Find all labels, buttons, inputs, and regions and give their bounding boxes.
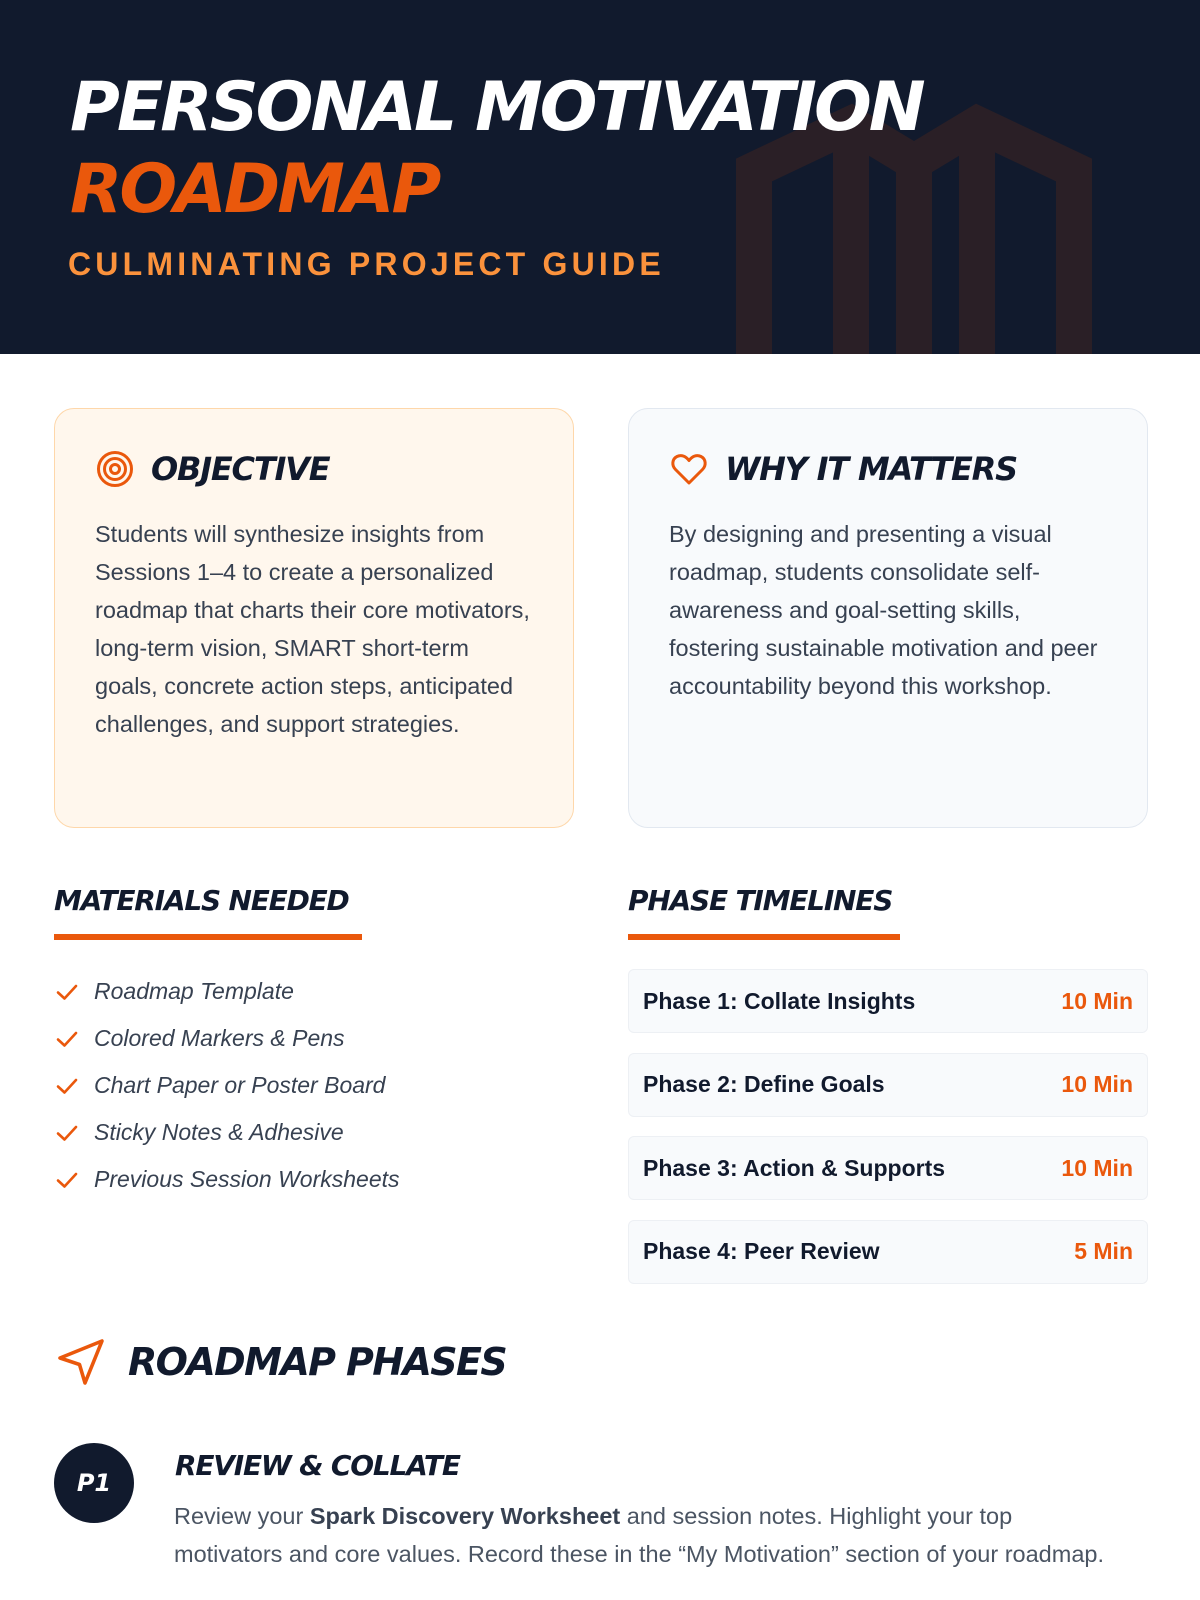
timeline-duration: 5 Min	[1074, 1238, 1133, 1264]
roadmap-phases-title: ROADMAP PHASES	[128, 1340, 507, 1384]
objective-text: Students will synthesize insights from Sessions 1–4 to create a personalized roadmap that charts their core motivators, long-term vision, SMART short-term goals, concrete action steps, anticipated challenges, and support strategies.	[95, 521, 530, 737]
timeline-duration: 10 Min	[1061, 1071, 1133, 1097]
phase-description	[174, 1497, 1114, 1573]
heart-icon	[669, 449, 709, 489]
page-title: PERSONAL MOTIVATION	[70, 68, 923, 147]
why-text: By designing and presenting a visual roadmap, students consolidate self-awareness and goal-setting skills, fostering sustainable motivation and peer accountability beyond this workshop.	[669, 521, 1098, 699]
check-icon	[54, 1167, 80, 1193]
objective-card-header	[95, 449, 533, 489]
hero-header	[0, 0, 1200, 354]
list-item	[54, 1062, 574, 1109]
material-label: Previous Session Worksheets	[94, 1166, 400, 1192]
timeline-label: Phase 3: Action & Supports	[643, 1154, 946, 1181]
roadmap-phases-header	[56, 1336, 506, 1388]
phase-title: REVIEW & COLLATE	[175, 1449, 460, 1482]
materials-list	[54, 968, 574, 1203]
phase-badge: P1	[54, 1443, 134, 1523]
worksheet-name: Spark Discovery Worksheet	[309, 1503, 621, 1529]
check-icon	[54, 1120, 80, 1146]
why-card-header	[669, 449, 1107, 489]
check-icon	[54, 1026, 80, 1052]
phase-description-text: Review your	[174, 1503, 310, 1529]
material-label: Roadmap Template	[94, 978, 294, 1004]
list-item	[54, 968, 574, 1015]
list-item	[54, 1156, 574, 1203]
timeline-duration: 10 Min	[1061, 987, 1133, 1014]
timeline-row	[628, 1053, 1148, 1117]
list-item	[54, 1015, 574, 1062]
material-label: Sticky Notes & Adhesive	[94, 1119, 344, 1145]
timeline-label: Phase 1: Collate Insights	[643, 987, 916, 1014]
materials-heading-underline	[54, 934, 362, 940]
objective-card	[54, 408, 574, 828]
material-label: Chart Paper or Poster Board	[94, 1072, 386, 1098]
materials-heading: MATERIALS NEEDED	[54, 884, 349, 917]
timelines-heading-underline	[628, 934, 900, 940]
list-item	[54, 1109, 574, 1156]
phase-description-text: and session notes. Highlight your top motivators and core values. Record these in the “My Motivation” section of your roadmap.	[174, 1503, 1104, 1567]
timeline-label: Phase 2: Define Goals	[643, 1071, 885, 1097]
navigation-arrow-icon	[56, 1336, 108, 1388]
timeline-list	[628, 969, 1148, 1303]
material-label: Colored Markers & Pens	[94, 1025, 345, 1051]
check-icon	[54, 1073, 80, 1099]
check-icon	[54, 979, 80, 1005]
page-title-accent: ROADMAP	[70, 150, 439, 229]
target-icon	[95, 449, 135, 489]
timeline-row	[628, 1136, 1148, 1200]
why-it-matters-card	[628, 408, 1148, 828]
timeline-label: Phase 4: Peer Review	[643, 1238, 880, 1264]
objective-title: OBJECTIVE	[151, 450, 330, 488]
why-title: WHY IT MATTERS	[725, 450, 1017, 488]
timeline-duration: 10 Min	[1061, 1154, 1133, 1181]
page-subtitle: CULMINATING PROJECT GUIDE	[68, 246, 665, 282]
timeline-row	[628, 969, 1148, 1033]
timeline-row	[628, 1220, 1148, 1284]
timelines-heading: PHASE TIMELINES	[628, 884, 893, 917]
